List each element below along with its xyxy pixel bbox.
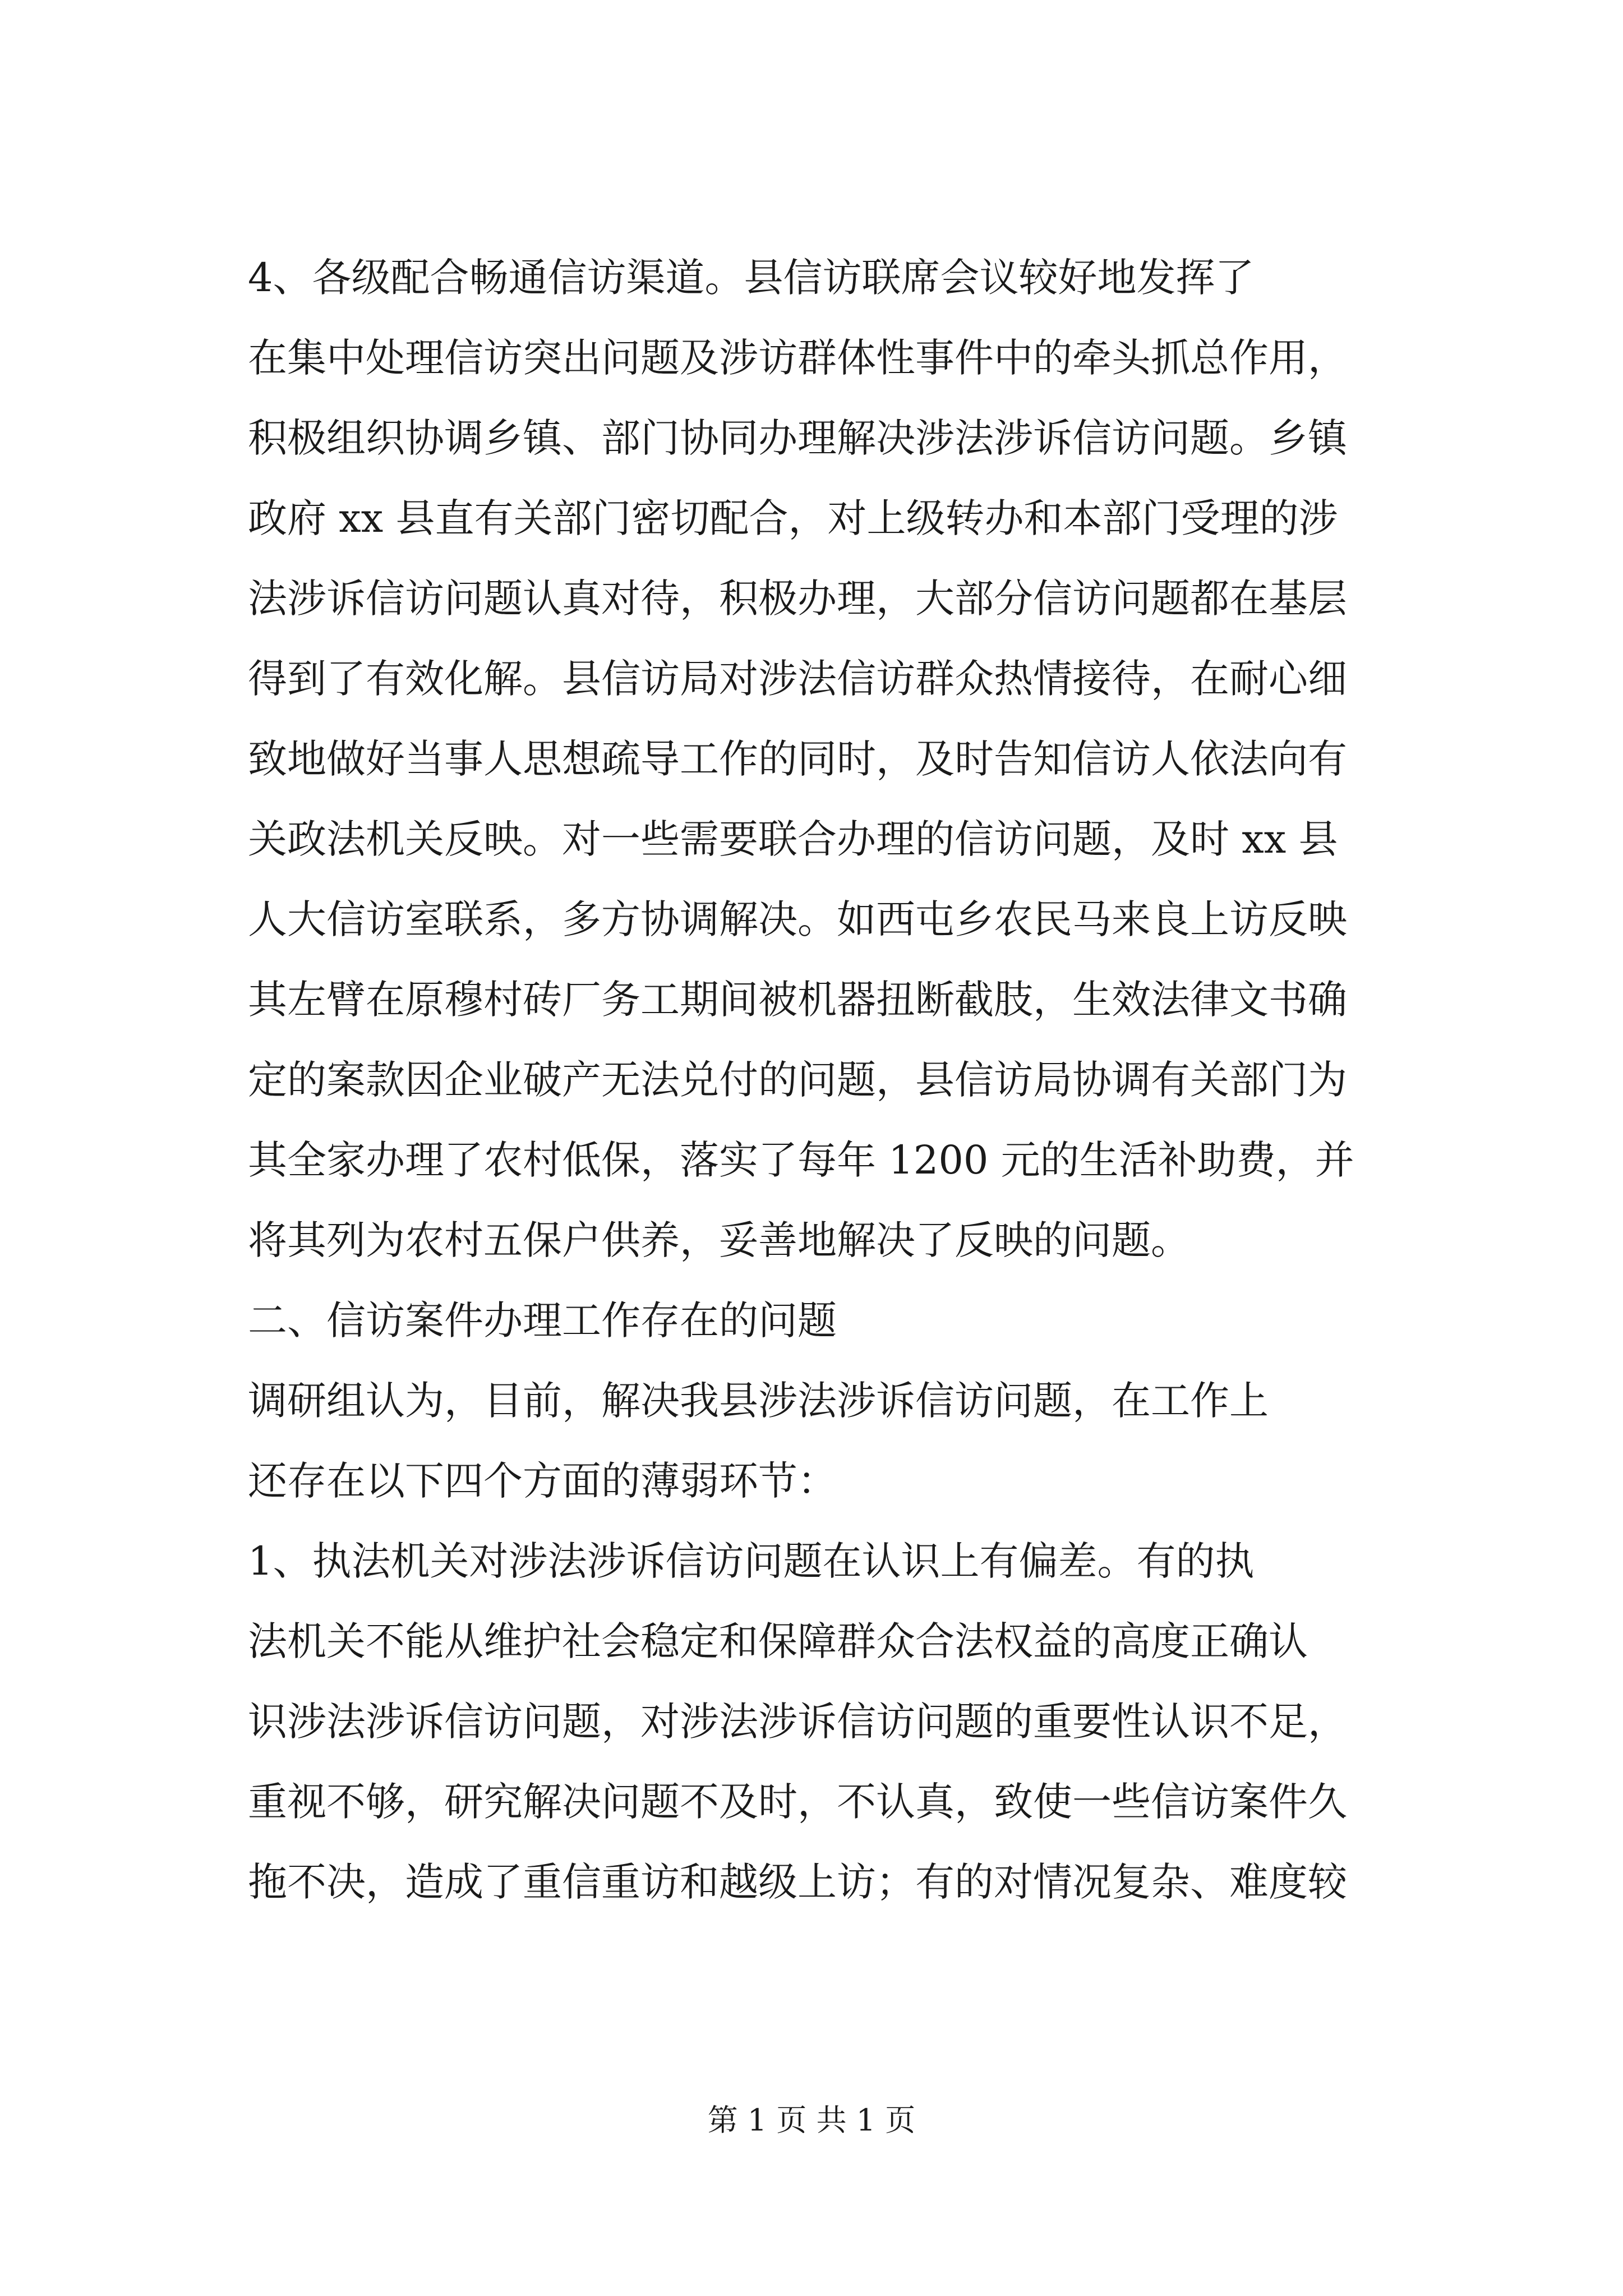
- text-line: 法机关不能从维护社会稳定和保障群众合法权益的高度正确认: [248, 1618, 1308, 1664]
- text-line: 致地做好当事人思想疏导工作的同时，及时告知信访人依法向有: [248, 736, 1347, 782]
- text-line: 其左臂在原穆村砖厂务工期间被机器扭断截肢，生效法律文书确: [248, 977, 1347, 1023]
- text-line: 政府 xx 县直有关部门密切配合，对上级转办和本部门受理的涉: [248, 495, 1338, 541]
- text-line: 积极组织协调乡镇、部门协同办理解决涉法涉诉信访问题。乡镇: [248, 415, 1347, 461]
- text-line: 重视不够，研究解决问题不及时，不认真，致使一些信访案件久: [248, 1779, 1347, 1825]
- section-heading: 二、信访案件办理工作存在的问题: [248, 1297, 837, 1343]
- text-line: 其全家办理了农村低保，落实了每年 1200 元的生活补助费，并: [248, 1137, 1354, 1183]
- text-line: 定的案款因企业破产无法兑付的问题，县信访局协调有关部门为: [248, 1057, 1347, 1103]
- text-line: 将其列为农村五保户供养，妥善地解决了反映的问题。: [248, 1217, 1190, 1263]
- text-line: 1、执法机关对涉法涉诉信访问题在认识上有偏差。有的执: [248, 1538, 1255, 1584]
- text-line: 还存在以下四个方面的薄弱环节：: [248, 1458, 837, 1504]
- text-line: 4、各级配合畅通信访渠道。县信访联席会议较好地发挥了: [248, 255, 1255, 301]
- page-footer: 第 1 页 共 1 页: [707, 2102, 916, 2138]
- text-line: 得到了有效化解。县信访局对涉法信访群众热情接待，在耐心细: [248, 656, 1347, 702]
- text-line: 在集中处理信访突出问题及涉访群体性事件中的牵头抓总作用，: [248, 335, 1347, 381]
- text-line: 关政法机关反映。对一些需要联合办理的信访问题，及时 xx 县: [248, 816, 1338, 862]
- text-line: 法涉诉信访问题认真对待，积极办理，大部分信访问题都在基层: [248, 576, 1347, 622]
- text-line: 人大信访室联系，多方协调解决。如西屯乡农民马来良上访反映: [248, 896, 1347, 942]
- text-line: 拖不决，造成了重信重访和越级上访；有的对情况复杂、难度较: [248, 1859, 1347, 1905]
- text-line: 调研组认为，目前，解决我县涉法涉诉信访问题，在工作上: [248, 1378, 1269, 1424]
- text-line: 识涉法涉诉信访问题，对涉法涉诉信访问题的重要性认识不足，: [248, 1699, 1347, 1745]
